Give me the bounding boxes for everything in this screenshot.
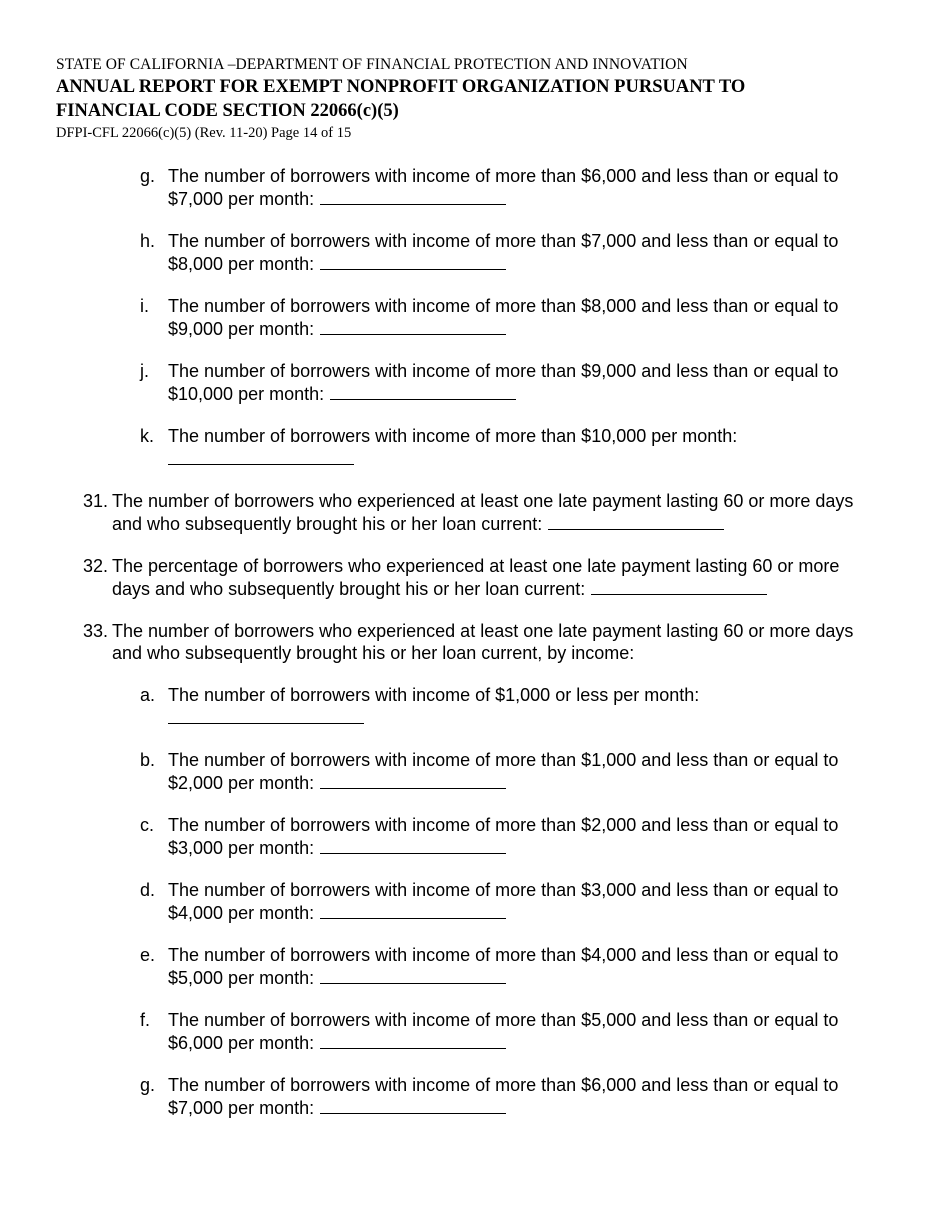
answer-field[interactable]	[591, 577, 767, 595]
item-text-line-1: The number of borrowers with income of more than $3,000 and less than or equal to	[168, 880, 839, 900]
item-text-line-1: The number of borrowers with income of more than $5,000 and less than or equal to	[168, 1010, 839, 1030]
list-item-top-g	[140, 165, 868, 210]
question-number: 32.	[83, 556, 109, 576]
document-header	[56, 55, 916, 142]
item-text-line-2: $4,000 per month:	[168, 901, 868, 924]
question-number: 33.	[83, 621, 109, 641]
state-line: STATE OF CALIFORNIA –DEPARTMENT OF FINANCIAL PROTECTION AND INNOVATION	[56, 56, 688, 73]
item-marker: e.	[140, 945, 156, 965]
question-text-line-1: The number of borrowers who experienced at least one late payment lasting 60 or more days	[112, 621, 854, 641]
item-text-line-2: $6,000 per month:	[168, 1031, 868, 1054]
item-text-line-1: The number of borrowers with income of more than $8,000 and less than or equal to	[168, 296, 839, 316]
item-text-line-2: $7,000 per month:	[168, 187, 868, 210]
item-marker: g.	[140, 1075, 156, 1095]
list-item-bottom-c	[140, 814, 868, 859]
list-item-bottom-d	[140, 879, 868, 924]
item-text-line-2: $9,000 per month:	[168, 317, 868, 340]
item-text-line-1: The number of borrowers with income of more than $6,000 and less than or equal to	[168, 166, 839, 186]
answer-field[interactable]	[320, 771, 506, 789]
list-item-top-i	[140, 295, 868, 340]
item-text-line-1: The number of borrowers with income of more than $1,000 and less than or equal to	[168, 750, 839, 770]
list-item-bottom-e	[140, 944, 868, 989]
answer-field[interactable]	[168, 447, 354, 465]
item-marker: g.	[140, 166, 156, 186]
answer-field[interactable]	[320, 317, 506, 335]
item-text-line-1: The number of borrowers with income of more than $9,000 and less than or equal to	[168, 361, 839, 381]
report-title-line-2: FINANCIAL CODE SECTION 22066(c)(5)	[56, 101, 399, 121]
question-33	[83, 620, 887, 664]
form-number-line: DFPI-CFL 22066(c)(5) (Rev. 11-20) Page 14 of 15	[56, 125, 352, 141]
list-item-top-j	[140, 360, 868, 405]
question-text-line-2: days and who subsequently brought his or her loan current:	[112, 577, 887, 600]
item-marker: h.	[140, 231, 156, 251]
list-item-top-k	[140, 425, 868, 470]
item-text-line-2: $10,000 per month:	[168, 382, 868, 405]
answer-field[interactable]	[320, 901, 506, 919]
item-marker: i.	[140, 296, 149, 316]
item-text-line-2: $2,000 per month:	[168, 771, 868, 794]
list-item-top-h	[140, 230, 868, 275]
item-marker: d.	[140, 880, 156, 900]
answer-field[interactable]	[320, 252, 506, 270]
item-text-line-1: The number of borrowers with income of more than $7,000 and less than or equal to	[168, 231, 839, 251]
answer-field[interactable]	[320, 1031, 506, 1049]
item-text-line-1: The number of borrowers with income of more than $4,000 and less than or equal to	[168, 945, 839, 965]
item-text-line-2: $7,000 per month:	[168, 1096, 868, 1119]
item-text-line-2: $8,000 per month:	[168, 252, 868, 275]
answer-field[interactable]	[168, 706, 364, 724]
item-text-line-1: The number of borrowers with income of $1,000 or less per month:	[168, 685, 700, 705]
item-text-line-2: $5,000 per month:	[168, 966, 868, 989]
report-title-line-1: ANNUAL REPORT FOR EXEMPT NONPROFIT ORGANIZATION PURSUANT TO	[56, 77, 746, 97]
item-text-line-1: The number of borrowers with income of more than $10,000 per month:	[168, 426, 738, 446]
question-text-line-1: The number of borrowers who experienced at least one late payment lasting 60 or more days	[112, 491, 854, 511]
question-text-line-2: and who subsequently brought his or her loan current:	[112, 512, 887, 535]
item-text-line-2: $3,000 per month:	[168, 836, 868, 859]
item-text-line-2	[168, 447, 868, 470]
list-item-bottom-b	[140, 749, 868, 794]
item-text-line-2	[168, 706, 868, 729]
question-text-line-1: The percentage of borrowers who experienced at least one late payment lasting 60 or more	[112, 556, 840, 576]
answer-field[interactable]	[320, 1096, 506, 1114]
item-marker: f.	[140, 1010, 151, 1030]
item-marker: k.	[140, 426, 155, 446]
item-marker: b.	[140, 750, 156, 770]
list-item-bottom-f	[140, 1009, 868, 1054]
item-marker: j.	[140, 361, 149, 381]
item-marker: a.	[140, 685, 156, 705]
question-number: 31.	[83, 491, 109, 511]
answer-field[interactable]	[320, 966, 506, 984]
answer-field[interactable]	[320, 836, 506, 854]
list-item-bottom-g	[140, 1074, 868, 1119]
list-item-bottom-a	[140, 684, 868, 729]
question-32	[83, 555, 887, 600]
item-text-line-1: The number of borrowers with income of more than $6,000 and less than or equal to	[168, 1075, 839, 1095]
question-31	[83, 490, 887, 535]
item-text-line-1: The number of borrowers with income of more than $2,000 and less than or equal to	[168, 815, 839, 835]
item-marker: c.	[140, 815, 155, 835]
answer-field[interactable]	[548, 512, 724, 530]
question-text-line-2: and who subsequently brought his or her loan current, by income:	[112, 643, 635, 663]
form-content	[0, 162, 950, 1118]
answer-field[interactable]	[320, 187, 506, 205]
answer-field[interactable]	[330, 382, 516, 400]
